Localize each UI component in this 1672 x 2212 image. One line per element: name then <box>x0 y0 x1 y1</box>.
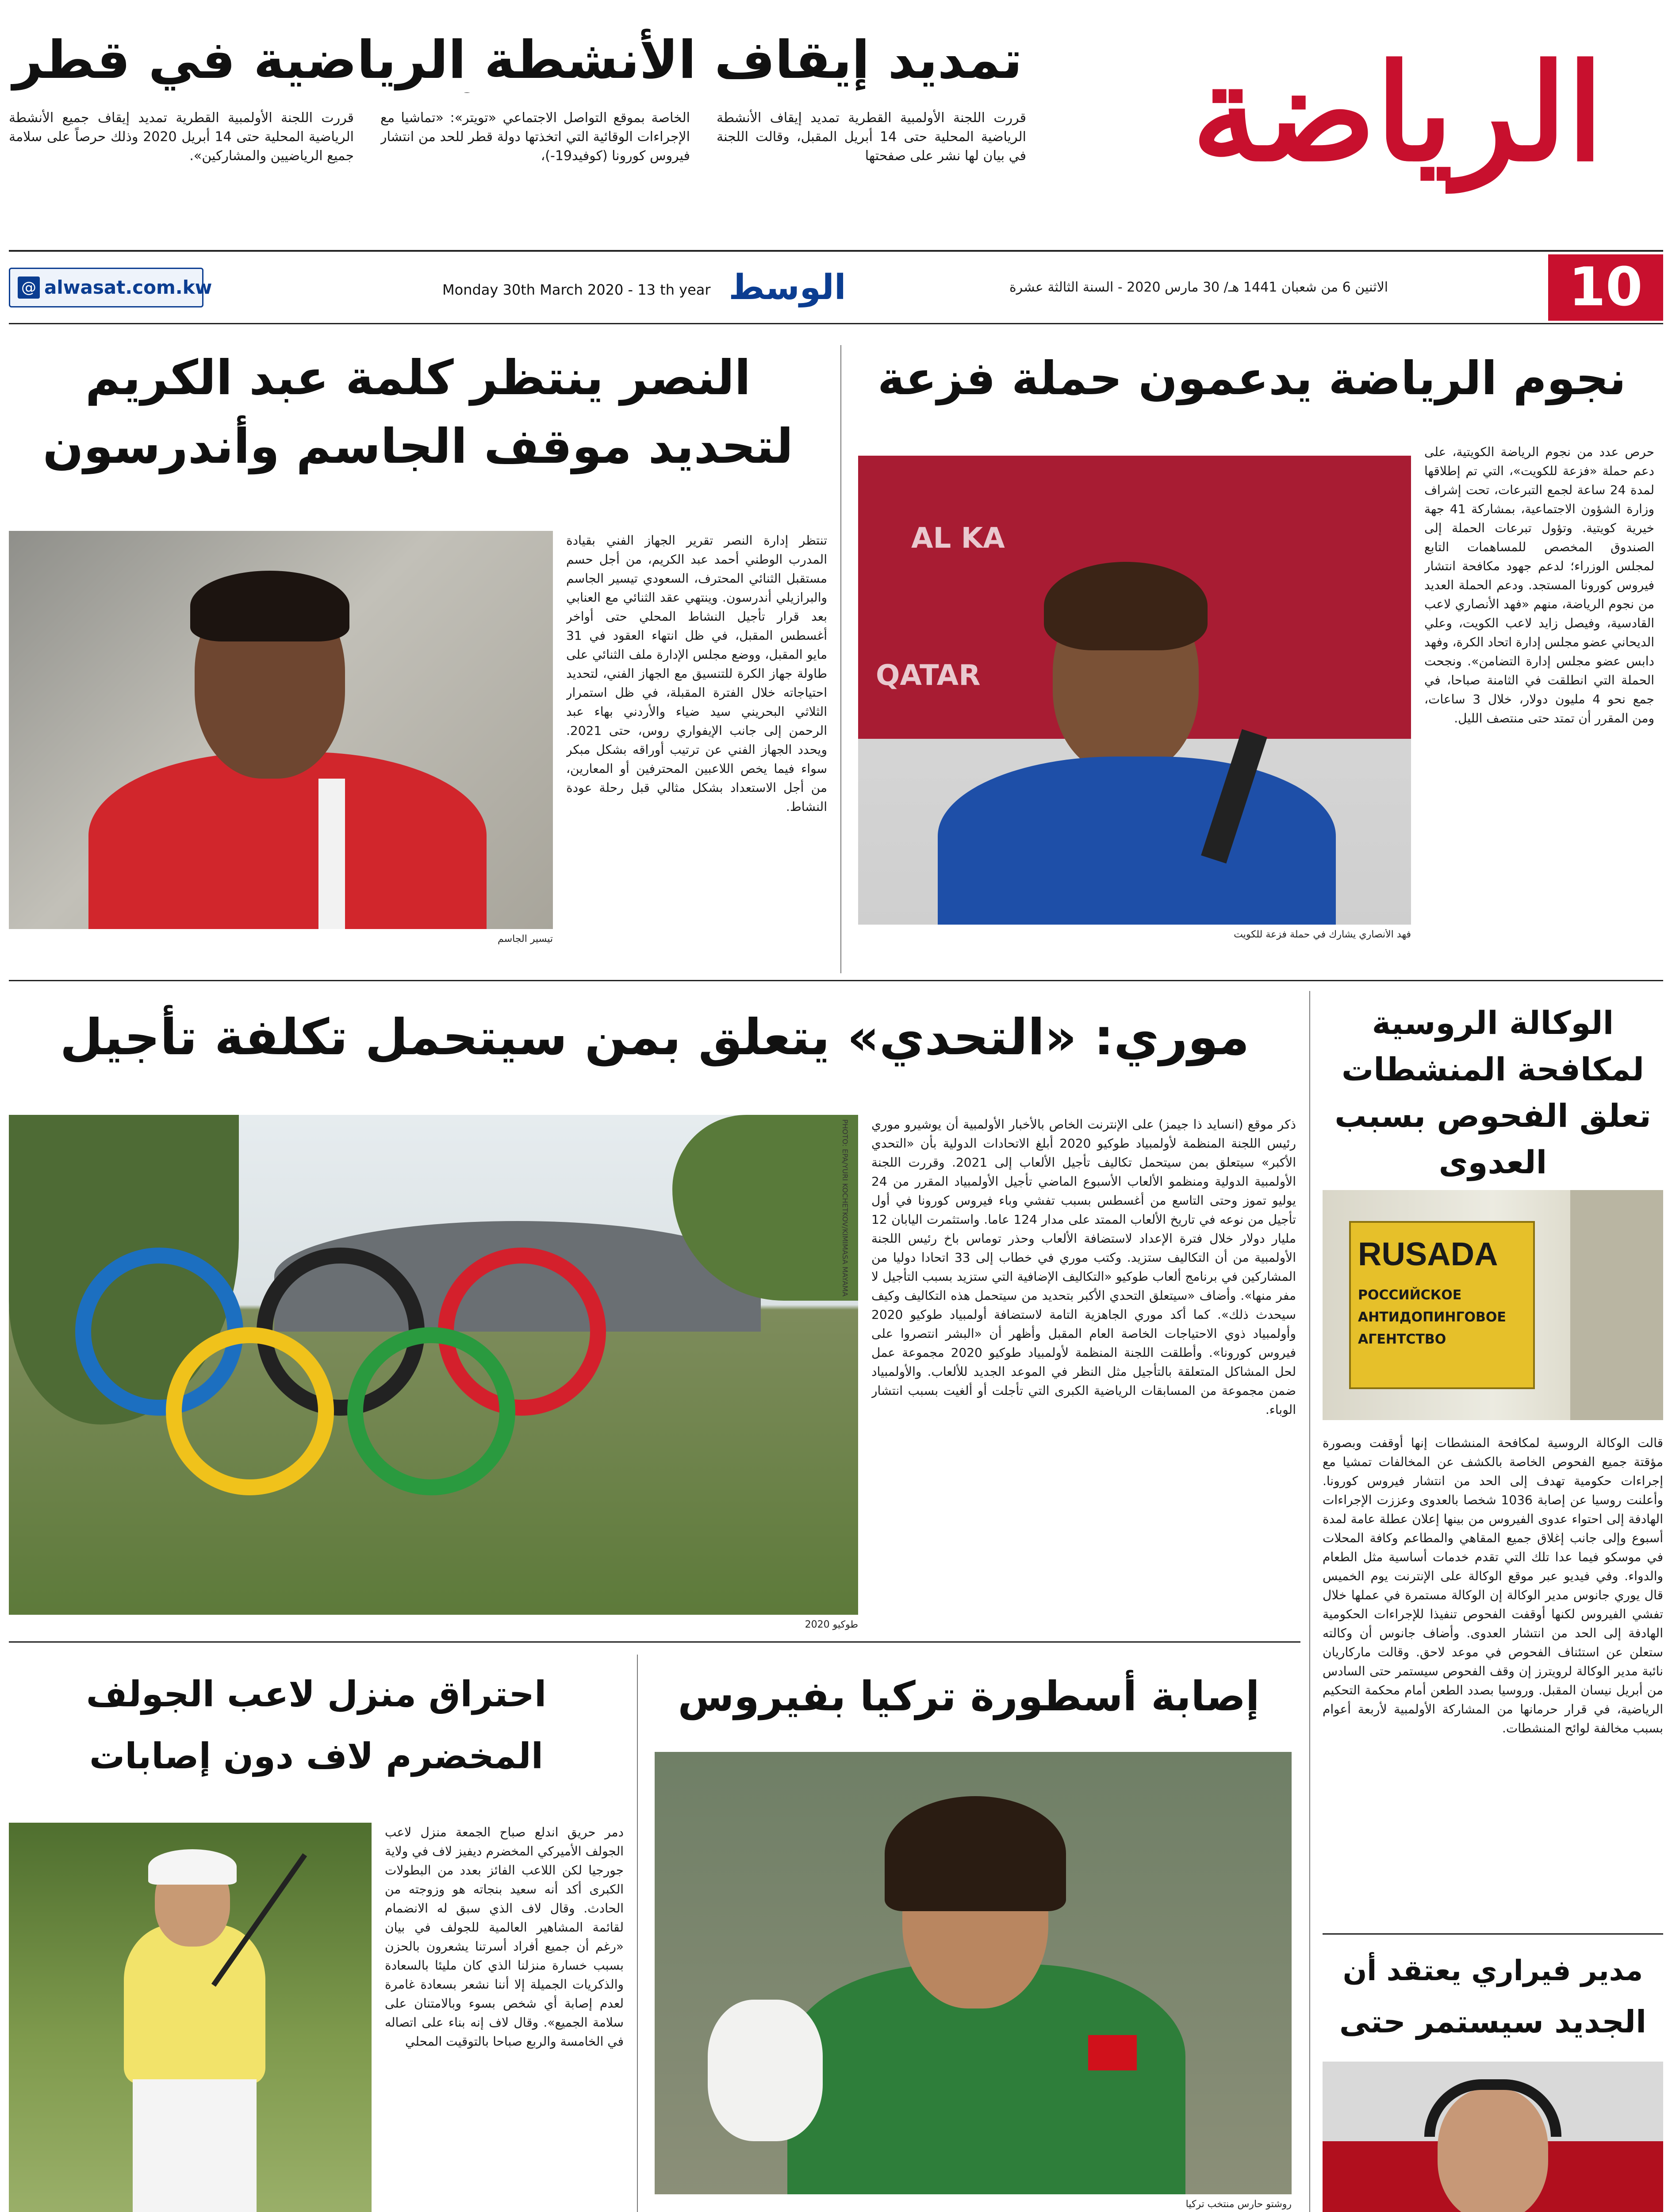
golfer-pants <box>133 2079 257 2212</box>
keeper-glove <box>708 2000 823 2141</box>
rusada-tree <box>1570 1190 1663 1420</box>
golf-headline-1: احتراق منزل لاعب الجولف <box>86 1674 547 1715</box>
row1-divider <box>840 345 841 973</box>
page-number: 10 <box>1568 257 1643 318</box>
rusada-sign-title: RUSADA <box>1358 1236 1498 1272</box>
top-story-col-3: قررت اللجنة الأولمبية القطرية تمديد إيقاف جميع الأنشطة الرياضية المحلية حتى 14 أبريل 2020 وذلك حرصاً على سلامة جميع الرياضيين والمشاركين». <box>9 110 354 164</box>
kuwait-photo <box>858 456 1411 925</box>
golf-body-a: دمر حريق اندلع صباح الجمعة منزل لاعب الجولف الأميركي المخضرم ديفيز لاف في ولاية جورجيا لكن اللاعب الفائز بعدد من البطولات الكبرى أكد أنه سعيد بنجاته هو وزوجته من الحادث. وقال لاف الذي سبق له الانضمام لقائمة المشاهير العالمية للجولف في بيان «رغم أن جميع أفراد أسرتنا يشعرون بالحزن بسبب خسارة منزلنا الذي كان مليئا بالسعادة والذكريات الجميلة إلا أننا نشعر بسعادة غامرة لعدم إصابة أي شخص بسوء وبالامتنان على سلامة الجميع». وقال لاف إنه بناء على اتصاله في الخامسة والربع صباحا بالتوقيت المحلي <box>385 1825 624 2049</box>
rusada-headline: الوكالة الروسية لمكافحة المنشطات تعلق الفحوص بسبب العدوى <box>1335 1004 1651 1181</box>
right-column-divider <box>1309 991 1310 2212</box>
rustu-photo <box>655 1752 1292 2194</box>
nasr-caption: تيسير الجاسم <box>498 933 553 945</box>
golfer-cap <box>148 1849 237 1885</box>
ring-green <box>347 1327 515 1495</box>
ferrari-photo <box>1323 2062 1663 2212</box>
kuwait-photo-board-text-2: AL KA <box>911 522 1005 555</box>
section-title: الرياضة <box>1192 35 1604 191</box>
mori-photo <box>9 1115 858 1615</box>
mori-caption: طوكيو 2020 <box>805 1619 858 1630</box>
ferrari-headline-2: الجديد سيستمر حتى <box>1339 2004 1647 2040</box>
row2-bottom-rule <box>9 1641 1300 1643</box>
ring-yellow <box>166 1327 334 1495</box>
rusada-photo <box>1323 1190 1663 1420</box>
date-english: Monday 30th March 2020 - 13 th year <box>442 281 711 298</box>
nasr-headline-2: لتحديد موقف الجاسم وأندرسون <box>42 419 794 474</box>
golf-photo <box>9 1823 372 2212</box>
date-strip-bottom-rule <box>9 323 1663 324</box>
kuwait-headline: نجوم الرياضة يدعمون حملة فزعة <box>877 351 1626 405</box>
row1-bottom-rule <box>9 980 1663 981</box>
mori-body: ذكر موقع (انسايد ذا جيمز) على الإنترنت الخاص بالأخبار الأولمبية أن يوشيرو موري رئيس اللجنة المنظمة لأولمبياد طوكيو 2020 أبلغ الاتحادات الدولية بأن «التحدي الأكبر» سيتعلق بمن سيتحمل تكاليف تأجيل الألعاب إلى 2021. وقررت اللجنة الأولمبية الدولية ومنظمو الألعاب الأسبوع الماضي تأجيل الأولمبياد المقرر من 24 يوليو تموز وحتى التاسع من أغسطس بسبب تفشي وباء فيروس كورونا في أول تأجيل من نوعه في تاريخ الألعاب الممتد على مدار 124 عاما. واستثمرت اليابان 12 مليار دولار خلال فترة الإعداد لاستضافة الألعاب وحذر توماس باخ رئيس اللجنة الأولمبية من أن التكاليف ستزيد. وكتب موري في خطاب إلى 33 اتحادا دوليا من المشاركين في برنامج ألعاب طوكيو «التكاليف الإضافية التي ستزيد بسبب التأجيل لا مفر منها». وأضاف «سيتعلق التحدي الأكبر بتحديد من سيتحمل هذه التكاليف وكيف سيحدث ذلك». كما أكد موري الجاهزية التامة لاستضافة أولمبياد طوكيو 2020 وأولمبياد ذوي الاحتياجات الخاصة العام المقبل وأظهر أن «البشر انتصروا على فيروس كورونا». وأطلقت اللجنة المنظمة لأولمبياد طوكيو 2020 مجموعة عمل لحل المشاكل المتعلقة بالتأجيل مثل النظر في الموعد الجديد للألعاب. والأولمبياد ضمن مجموعة من المسابقات الرياضية الكبرى التي تأجلت أو ألغيت بسبب انتشار الوباء. <box>871 1117 1296 1417</box>
rusada-bottom-rule <box>1323 1933 1663 1935</box>
golf-headline-2: المخضرم لاف دون إصابات <box>89 1736 544 1777</box>
brand-logo: الوسط <box>729 268 846 307</box>
top-headline: تمديد إيقاف الأنشطة الرياضية في قطر <box>12 29 1023 90</box>
mori-photo-credit: PHOTO: EPA/YURI KOCHETKOV/KIMIMASA MAYAMA <box>841 1119 849 1297</box>
date-strip-top-rule <box>9 250 1663 252</box>
nasr-player-hair <box>190 571 349 641</box>
rustu-headline: إصابة أسطورة تركيا بفيروس <box>678 1673 1260 1720</box>
player-hair <box>1044 562 1208 650</box>
date-arabic: الاثنين 6 من شعبان 1441 هـ/ 30 مارس 2020 - السنة الثالثة عشرة <box>1009 280 1388 295</box>
nasr-photo <box>9 531 553 929</box>
web-icon: @ <box>18 276 40 299</box>
nasr-stripe <box>318 779 345 929</box>
nasr-headline-1: النصر ينتظر كلمة عبد الكريم <box>85 350 751 406</box>
rusada-body: قالت الوكالة الروسية لمكافحة المنشطات إنها أوقفت وبصورة مؤقتة جميع الفحوص الخاصة بالكشف عن المخالفات تمشيا مع إجراءات حكومية تهدف إلى الحد من انتشار فيروس كورونا. وأعلنت روسيا عن إصابة 1036 شخصا بالعدوى وعززت الإجراءات الهادفة إلى احتواء عدوى الفيروس من بينها إعلان عطلة عامة لمدة أسبوع وإلى جانب إغلاق جميع المقاهي والمطاعم وكافة المحلات في موسكو فيما عدا تلك التي تقدم خدمات أساسية مثل الطعام والدواء. وفي فيديو عبر موقع الوكالة على الإنترنت يوم الخميس قال يوري جانوس مدير الوكالة إن الوكالة مستمرة في عملها خلال تفشي الفيروس لكنها أوقفت الفحوص تنفيذا للإجراءات الحكومية الهادفة إلى الحد من انتشار العدوى. وأضاف جانوس أن وكالته ستعلن عن استئناف الفحوص في موعد لاحق. وقالت ماركاريان نائبة مدير الوكالة لرويترز إن وقف الفحوص سيستمر حتى السادس من أبريل نيسان المقبل. وروسيا بصدد الطعن أمام محكمة التحكيم الرياضية، في قرار حرمانها من المشاركة الأولمبية لأربعة أعوام بسبب مخالفة لوائح المنشطات. <box>1323 1436 1663 1736</box>
nasr-body: تنتظر إدارة النصر تقرير الجهاز الفني بقيادة المدرب الوطني أحمد عبد الكريم، من أجل حسم مستقبل الثنائي المحترف، السعودي تيسير الجاسم والبرازيلي أندرسون. وينتهي عقد الثنائي مع العنابي بعد قرار تأجيل النشاط المحلي حتى أواخر أغسطس المقبل، في ظل انتهاء العقود في 31 مايو المقبل، ووضع مجلس الإدارة ملف الثنائي على طاولة جهاز الكرة للتنسيق مع الجهاز الفني، لتحديد احتياجاته خلال الفترة المقبلة، في ظل استمرار الثلاثي البحريني سيد ضياء والأردني بهاء عبد الرحمن إلى جانب الإيفواري روس، حتى 2021. ويحدد الجهاز الفني عن ترتيب أوراقه بشكل مبكر سواء فيما يخص اللاعبين المحترفين أو المعارين، من أجل الاستعداد بشكل مثالي قبل رحلة عودة النشاط. <box>566 533 827 814</box>
row3-divider <box>637 1655 638 2212</box>
top-story-col-2: الخاصة بموقع التواصل الاجتماعي «تويتر»: «تماشيا مع الإجراءات الوقائية التي اتخذتها دولة قطر للحد من انتشار فيروس كورونا (كوفيد19-)، <box>380 110 690 164</box>
rustu-caption: روشتو حارس منتخب تركيا <box>1185 2199 1292 2210</box>
top-story-col-1: قررت اللجنة الأولمبية القطرية تمديد إيقاف الأنشطة الرياضية المحلية حتى 14 أبريل المقبل، وقالت اللجنة في بيان لها نشر على صفحتها <box>717 110 1026 164</box>
kuwait-caption: فهد الأنصاري يشارك في حملة فزعة للكويت <box>1234 929 1411 940</box>
turkey-flag-icon <box>1088 2035 1137 2070</box>
kuwait-photo-board-text-1: QATAR <box>876 659 981 692</box>
player-jacket <box>938 757 1336 925</box>
mori-headline: موري: «التحدي» يتعلق بمن سيتحمل تكلفة تأجيل <box>60 1009 1250 1066</box>
golfer-shirt <box>124 1924 265 2084</box>
rusada-sign-line2: РОССИЙСКОЕ <box>1358 1287 1462 1303</box>
rusada-sign-line3: АНТИДОПИНГОВОЕ <box>1358 1310 1506 1325</box>
keeper-hair <box>885 1796 1066 1911</box>
nasr-player-body <box>88 752 487 929</box>
kuwait-body: حرص عدد من نجوم الرياضة الكويتية، على دعم حملة «فزعة للكويت»، التي تم إطلاقها لمدة 24 ساعة لجمع التبرعات، تحت إشراف وزارة الشؤون الاجتماعية، بمشاركة 41 جهة خيرية كويتية. وتؤول تبرعات الحملة إلى الصندوق المخصص للمساهمات التابع لمجلس الوزراء؛ لدعم جهود مكافحة انتشار فيروس كورونا المستجد. ودعم الحملة العديد من نجوم الرياضة، منهم «فهد الأنصاري لاعب القادسية، وفيصل زايد لاعب الكويت، وعلي الديحاني عضو مجلس إدارة اتحاد الكرة، وفهد دابس عضو مجلس إدارة التضامن». ونجحت الحملة التي انطلقت في الثامنة صباحا، في جمع نحو 4 مليون دولار، خلال 3 ساعات، ومن المقرر أن تمتد حتى منتصف الليل. <box>1424 445 1654 726</box>
rusada-sign-line4: АГЕНТСТВО <box>1358 1332 1446 1347</box>
ferrari-headline-1: مدير فيراري يعتقد أن <box>1342 1955 1643 1987</box>
website-url[interactable]: alwasat.com.kw <box>44 276 212 298</box>
